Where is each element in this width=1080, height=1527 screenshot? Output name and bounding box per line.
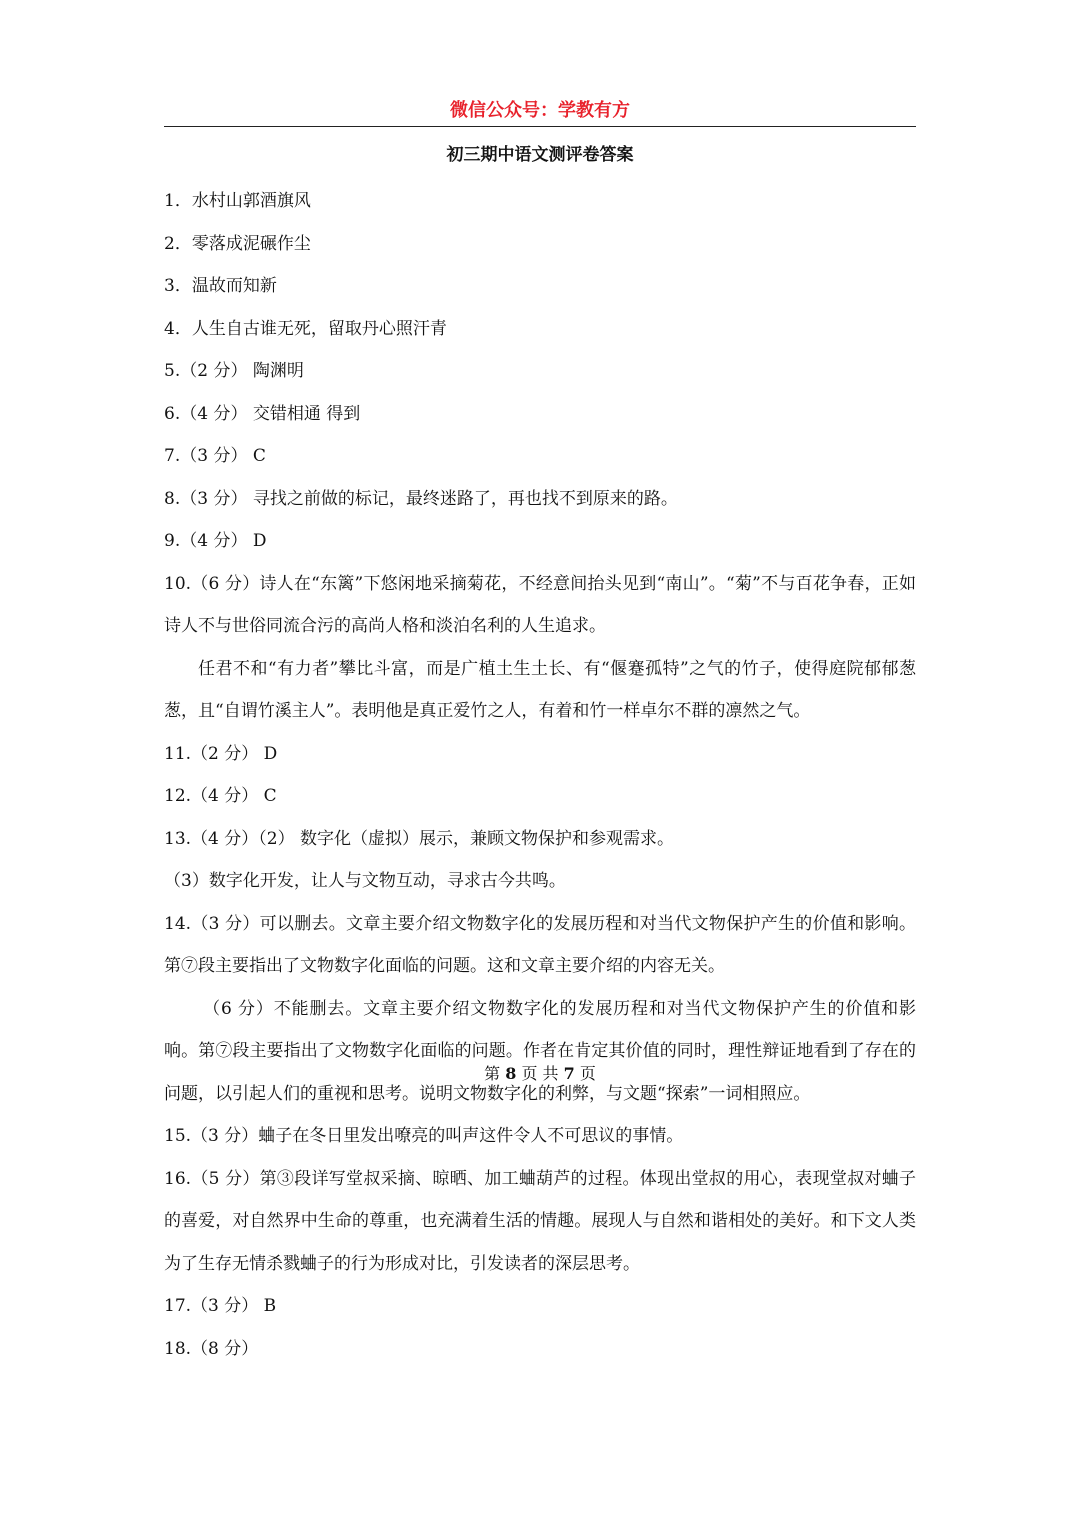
answer-item-2: 2．零落成泥碾作尘 <box>164 233 311 254</box>
answer-item-14-part-2: （6 分）不能删去。文章主要介绍文物数字化的发展历程和对当代文物保护产生的价值和影响。第⑦段主要指出了文物数字化面临的问题。作者在肯定其价值的同时，理性辩证地看到了存在的问题，以引起人们的重视和思考。说明文物数字化的利弊，与文题“探索”一词相照应。 <box>164 998 916 1104</box>
answer-item-13: 13.（4 分）（2） 数字化（虚拟）展示，兼顾文物保护和参观需求。 <box>164 828 674 849</box>
answer-item-18: 18.（8 分） <box>164 1338 259 1359</box>
answer-item-16: 16.（5 分）第③段详写堂叔采摘、晾晒、加工蛐葫芦的过程。体现出堂叔的用心，表现堂叔对蛐子的喜爱，对自然界中生命的尊重，也充满着生活的情趣。展现人与自然和谐相处的美好。和下文人类为了生存无情杀戮蛐子的行为形成对比，引发读者的深层思考。 <box>164 1168 916 1274</box>
answer-item-5: 5.（2 分） 陶渊明 <box>164 361 304 381</box>
answer-item-7: 7.（3 分） C <box>164 446 266 466</box>
answer-list <box>164 180 916 1370</box>
answer-item-10: 10.（6 分）诗人在“东篱”下悠闲地采摘菊花，不经意间抬头见到“南山”。“菊”不与百花争春，正如诗人不与世俗同流合污的高尚人格和淡泊名利的人生追求。 <box>164 573 916 636</box>
answer-item-6: 6.（4 分） 交错相通 得到 <box>164 403 361 424</box>
answer-item-17: 17.（3 分） B <box>164 1296 277 1316</box>
answer-item-12: 12.（4 分） C <box>164 786 277 806</box>
answer-item-14: 14.（3 分）可以删去。文章主要介绍文物数字化的发展历程和对当代文物保护产生的价值和影响。第⑦段主要指出了文物数字化面临的问题。这和文章主要介绍的内容无关。 <box>164 913 916 976</box>
wechat-header: 微信公众号：学教有方 <box>450 100 630 121</box>
answer-item-13-part-2: （3）数字化开发，让人与文物互动，寻求古今共鸣。 <box>164 871 566 891</box>
answer-item-8: 8.（3 分） 寻找之前做的标记，最终迷路了，再也找不到原来的路。 <box>164 488 678 509</box>
page-suffix: 页 <box>579 1064 596 1083</box>
page-footer <box>164 1062 916 1086</box>
page-middle: 页 共 <box>521 1064 559 1083</box>
answer-item-4: 4．人生自古谁无死，留取丹心照汗青 <box>164 318 447 339</box>
current-page-number: 8 <box>505 1064 517 1083</box>
answer-item-9: 9.（4 分） D <box>164 531 267 551</box>
header-divider <box>164 126 916 127</box>
total-pages-number: 7 <box>563 1064 575 1083</box>
answer-item-3: 3．温故而知新 <box>164 276 277 296</box>
document-title: 初三期中语文测评卷答案 <box>446 145 634 165</box>
answer-item-10-part-2: 任君不和“有力者”攀比斗富，而是广植土生土长、有“偃蹇孤特”之气的竹子，使得庭院郁郁葱葱，且“自谓竹溪主人”。表明他是真正爱竹之人，有着和竹一样卓尔不群的凛然之气。 <box>164 658 916 721</box>
page-prefix: 第 <box>484 1064 501 1083</box>
answer-item-11: 11.（2 分） D <box>164 743 278 764</box>
answer-item-15: 15.（3 分）蛐子在冬日里发出嘹亮的叫声这件令人不可思议的事情。 <box>164 1126 684 1146</box>
answer-item-1: 1．水村山郭酒旗风 <box>164 191 311 211</box>
